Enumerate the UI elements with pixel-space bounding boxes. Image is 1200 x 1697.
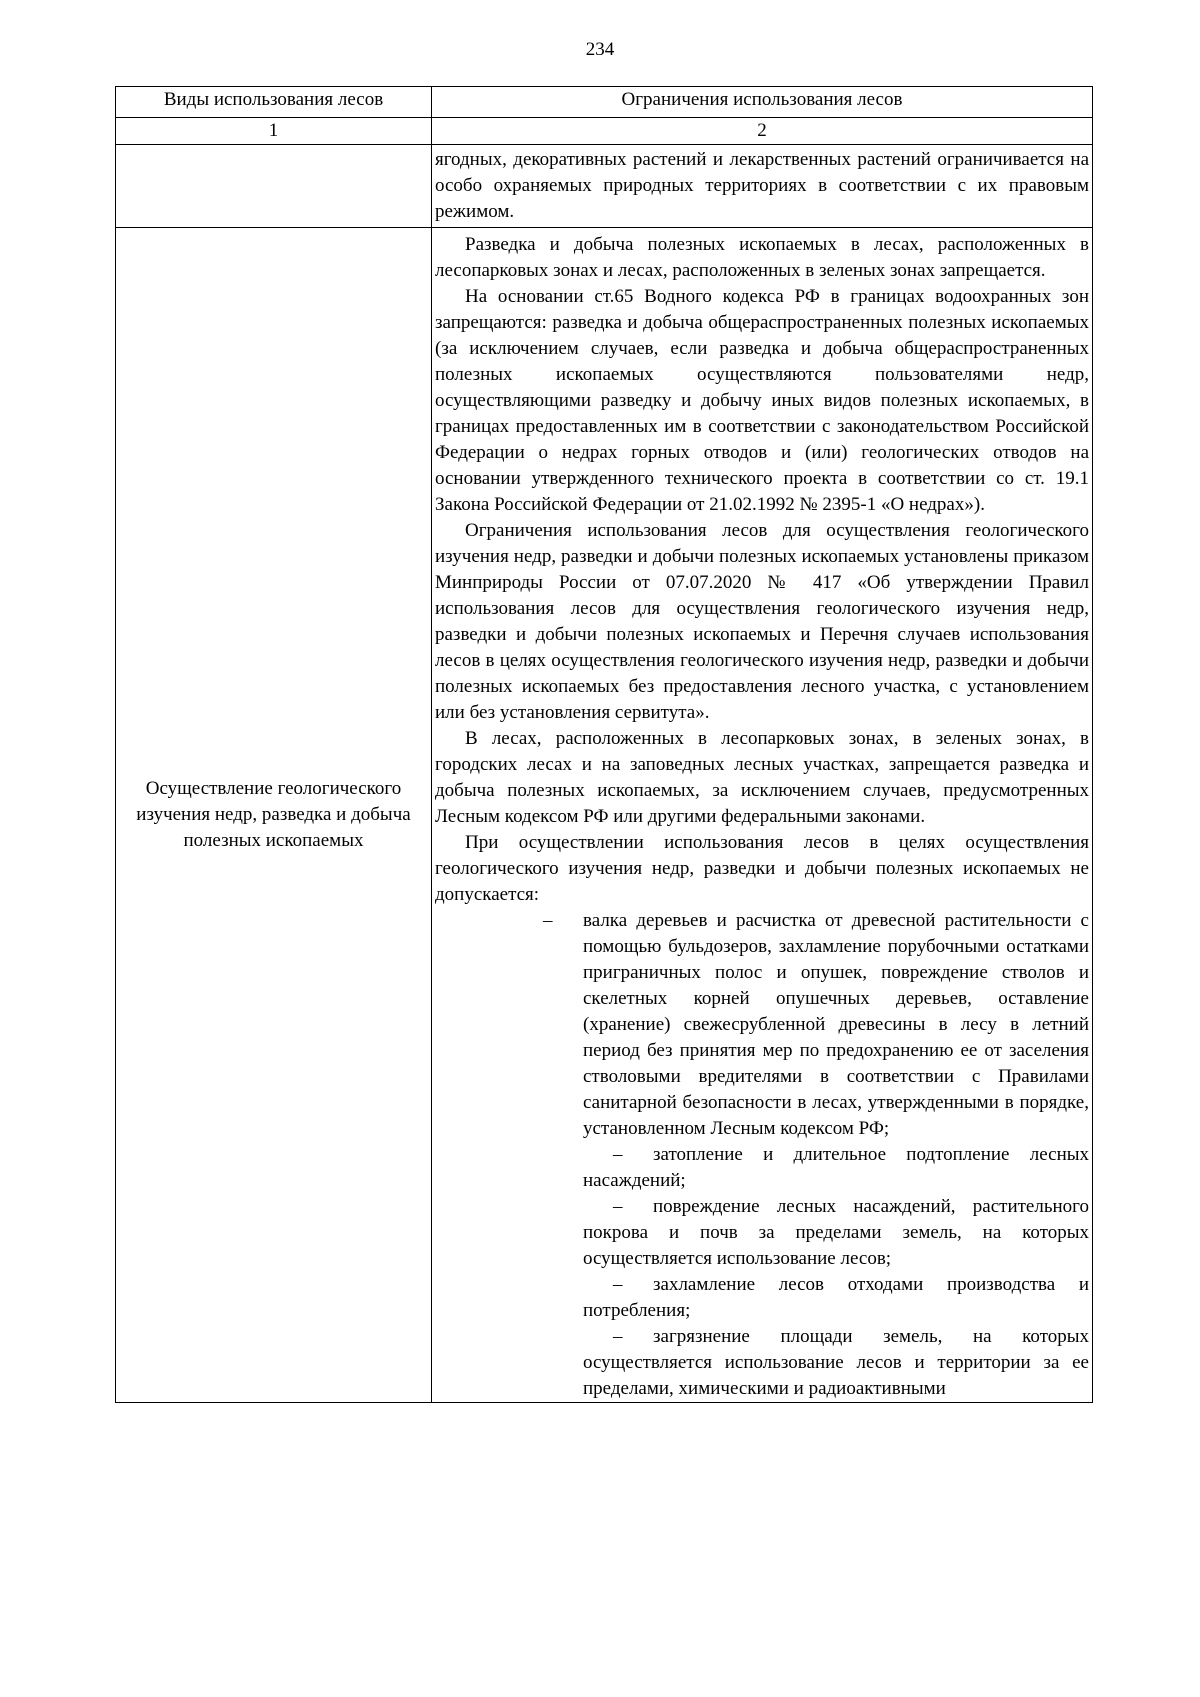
dash-marker: – bbox=[543, 910, 553, 931]
header-col1: Виды использования лесов bbox=[116, 87, 432, 118]
bullet-item: – затопление и длительное подтопление лесных насаждений; bbox=[583, 1144, 1089, 1191]
table-header-row bbox=[116, 87, 1093, 118]
restriction-paragraph: Ограничения использования лесов для осуществления геологического изучения недр, разведки и добычи полезных ископаемых установлены приказом Минприроды России от 07.07.2020 № 417 «Об утверждении Правил использования лесов для осуществления геологического изучения недр, разведки и добычи полезных ископаемых и Перечня случаев использования лесов в целях осуществления геологического изучения недр, разведки и добычи полезных ископаемых без предоставления лесного участка, с установлением или без установления сервитута». bbox=[435, 520, 1089, 723]
bullet-text: повреждение лесных насаждений, растительного покрова и почв за пределами земель, на которых осуществляется использование лесов; bbox=[583, 1196, 1089, 1269]
restriction-paragraph: Разведка и добыча полезных ископаемых в лесах, расположенных в лесопарковых зонах и лесах, расположенных в зеленых зонах запрещается. bbox=[435, 234, 1089, 281]
page-number: 234 bbox=[585, 39, 615, 60]
geology-use-type-cell: Осуществление геологического изучения недр, разведка и добыча полезных ископаемых bbox=[116, 228, 432, 1403]
forest-use-restrictions-table bbox=[115, 86, 1093, 1403]
bullet-text: валка деревьев и расчистка от древесной растительности с помощью бульдозеров, захламление порубочными остатками приграничных полос и опушек, повреждение стволов и скелетных корней опушечных деревьев, оставление (хранение) свежесрубленной древесины в лесу в летний период без принятия мер по предохранению ее от заселения стволовыми вредителями в соответствии с Правилами санитарной безопасности в лесах, утвержденными в порядке, установленном Лесным кодексом РФ; bbox=[583, 910, 1089, 1139]
restriction-paragraph: При осуществлении использования лесов в целях осуществления геологического изучения недр, разведки и добычи полезных ископаемых не допускается: bbox=[435, 832, 1089, 905]
restriction-paragraph: На основании ст.65 Водного кодекса РФ в границах водоохранных зон запрещаются: разведка и добыча общераспространенных полезных ископаемых (за исключением случаев, если разведка и добыча общераспространенных полезных ископаемых осуществляются пользователями недр, осуществляющими разведку и добычу иных видов полезных ископаемых, в границах предоставленных им в соответствии с законодательством Российской Федерации о недрах горных отводов и (или) геологических отводов на основании утвержденного технического проекта в соответствии со ст. 19.1 Закона Российской Федерации от 21.02.1992 № 2395-1 «О недрах»). bbox=[435, 286, 1089, 515]
bullet-text: захламление лесов отходами производства и потребления; bbox=[583, 1274, 1089, 1321]
continued-left-cell bbox=[116, 145, 432, 228]
column-number-2: 2 bbox=[432, 118, 1093, 145]
bullet-text: затопление и длительное подтопление лесных насаждений; bbox=[583, 1144, 1089, 1191]
column-numbers-row bbox=[116, 118, 1093, 145]
table-row-continued bbox=[116, 145, 1093, 228]
table-row-geology bbox=[116, 228, 1093, 1403]
continued-text: ягодных, декоративных растений и лекарственных растений ограничивается на особо охраняемых природных территориях в соответствии с их правовым режимом. bbox=[435, 149, 1089, 222]
bullet-item: – повреждение лесных насаждений, растительного покрова и почв за пределами земель, на которых осуществляется использование лесов; bbox=[583, 1196, 1089, 1269]
bullet-item: – захламление лесов отходами производства и потребления; bbox=[583, 1274, 1089, 1321]
column-number-1: 1 bbox=[116, 118, 432, 145]
header-col2: Ограничения использования лесов bbox=[432, 87, 1093, 118]
bullet-item bbox=[543, 908, 1089, 1142]
geology-restrictions-cell bbox=[432, 228, 1093, 1403]
bullet-text: загрязнение площади земель, на которых осуществляется использование лесов и территории за ее пределами, химическими и радиоактивными bbox=[583, 1326, 1089, 1399]
restriction-paragraph: В лесах, расположенных в лесопарковых зонах, в зеленых зонах, в городских лесах и на заповедных лесных участках, запрещается разведка и добыча полезных ископаемых, за исключением случаев, предусмотренных Лесным кодексом РФ или другими федеральными законами. bbox=[435, 728, 1089, 827]
continued-right-cell bbox=[432, 145, 1093, 228]
bullet-item: – загрязнение площади земель, на которых осуществляется использование лесов и территории за ее пределами, химическими и радиоактивными bbox=[583, 1326, 1089, 1399]
